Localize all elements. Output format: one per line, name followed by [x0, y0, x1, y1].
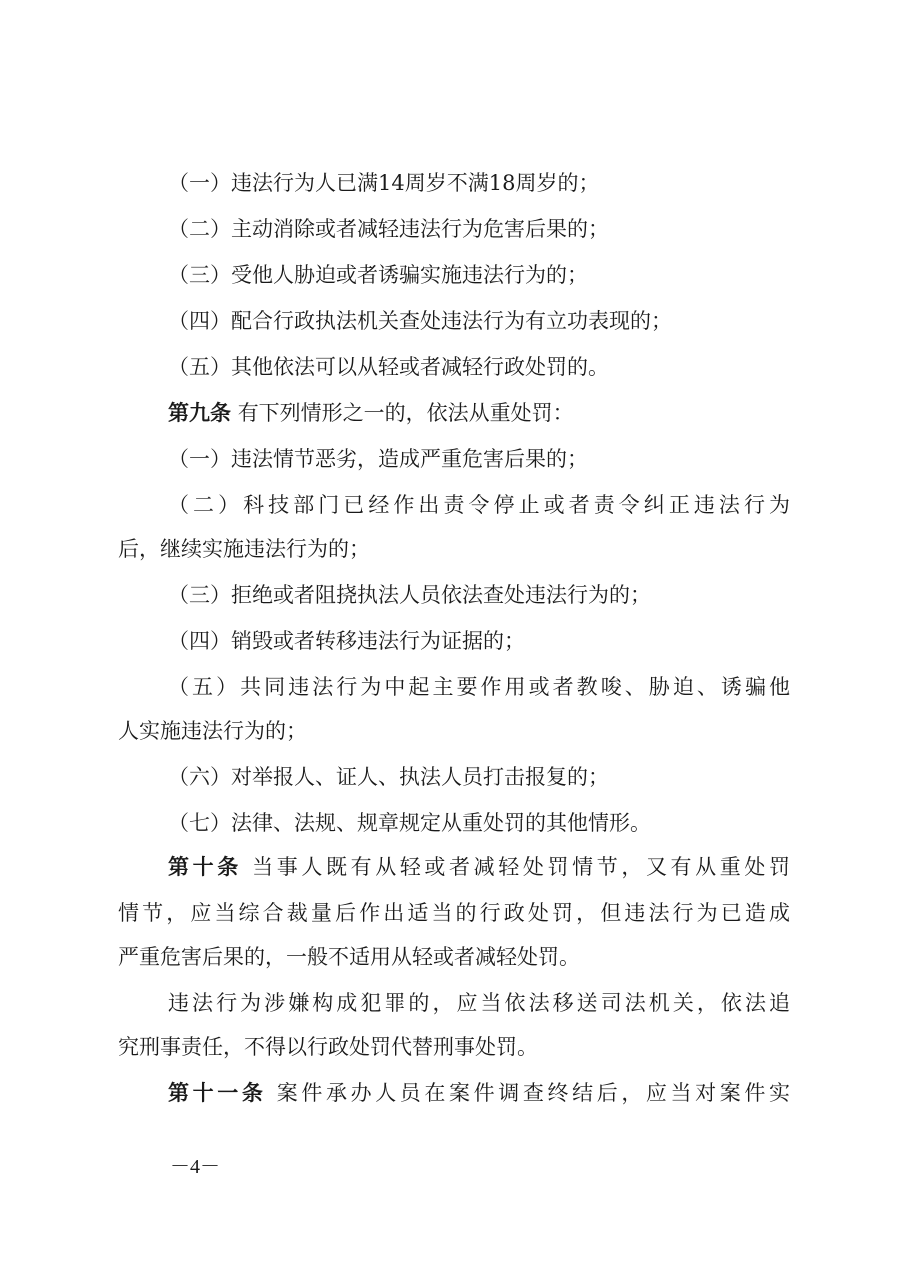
list-item: （五）共同违法行为中起主要作用或者教唆、胁迫、诱骗他: [168, 675, 790, 699]
article-10-paragraph: [118, 852, 790, 882]
article-9-paragraph: [118, 398, 790, 428]
list-item: （三）受他人胁迫或者诱骗实施违法行为的；: [168, 263, 588, 287]
article-title: 第十一条: [168, 1081, 267, 1105]
paragraph-line: 究刑事责任，不得以行政处罚代替刑事处罚。: [118, 1035, 538, 1059]
page-number: －4－: [170, 1156, 220, 1178]
paragraph-line: 违法行为涉嫌构成犯罪的，应当依法移送司法机关，依法追: [168, 991, 790, 1015]
list-item-continuation: 后，继续实施违法行为的；: [118, 537, 370, 561]
list-item: （七）法律、法规、规章规定从重处罚的其他情形。: [168, 811, 651, 835]
article-title: 第十条: [168, 855, 242, 879]
article-text: 当事人既有从轻或者减轻处罚情节，又有从重处罚: [252, 855, 791, 879]
list-item: （六）对举报人、证人、执法人员打击报复的；: [168, 765, 609, 789]
article-title: 第九条: [168, 401, 231, 425]
list-item: （四）销毁或者转移违法行为证据的；: [168, 629, 525, 653]
list-item: （五）其他依法可以从轻或者减轻行政处罚的。: [168, 355, 609, 379]
list-item: （二）主动消除或者减轻违法行为危害后果的；: [168, 217, 609, 241]
article-text: 有下列情形之一的，依法从重处罚：: [237, 401, 574, 425]
paragraph-line: 严重危害后果的，一般不适用从轻或者减轻处罚。: [118, 945, 580, 969]
article-text: 案件承办人员在案件调查终结后，应当对案件实: [276, 1081, 790, 1105]
list-item-continuation: 人实施违法行为的；: [118, 719, 307, 743]
article-11-paragraph: [118, 1078, 790, 1108]
paragraph-line: 情节，应当综合裁量后作出适当的行政处罚，但违法行为已造成: [118, 901, 790, 925]
list-item: （二）科技部门已经作出责令停止或者责令纠正违法行为: [168, 493, 790, 517]
list-item: （一）违法行为人已满14周岁不满18周岁的；: [168, 171, 600, 195]
list-item: （四）配合行政执法机关查处违法行为有立功表现的；: [168, 309, 672, 333]
list-item: （一）违法情节恶劣，造成严重危害后果的；: [168, 447, 588, 471]
list-item: （三）拒绝或者阻挠执法人员依法查处违法行为的；: [168, 583, 651, 607]
